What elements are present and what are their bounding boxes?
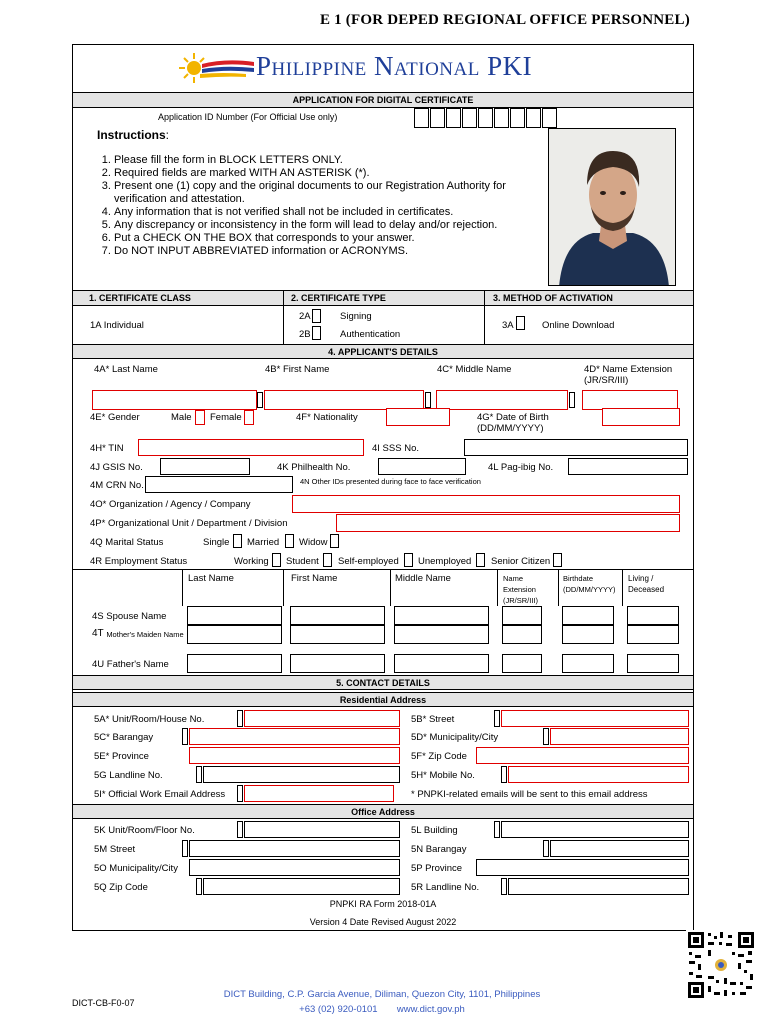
father-ext[interactable]	[502, 654, 542, 673]
form-title: E 1 (FOR DEPED REGIONAL OFFICE PERSONNEL)	[320, 12, 690, 28]
option-1a: 1A Individual	[90, 320, 144, 331]
employment-unemployed-checkbox[interactable]	[476, 553, 485, 567]
res-province-label: 5E* Province	[94, 751, 149, 762]
divider	[484, 290, 485, 344]
spouse-ext[interactable]	[502, 606, 542, 625]
employment-senior-checkbox[interactable]	[553, 553, 562, 567]
logo-text: Philippine National PKI	[256, 51, 533, 81]
spouse-first-name[interactable]	[290, 606, 385, 625]
office-barangay-input[interactable]	[550, 840, 689, 857]
family-middle-name-header: Middle Name	[395, 573, 451, 584]
employment-working: Working	[234, 556, 269, 567]
office-unit-sep	[237, 821, 243, 838]
app-id-cell[interactable]	[542, 108, 557, 128]
app-id-cell[interactable]	[414, 108, 429, 128]
spouse-last-name[interactable]	[187, 606, 282, 625]
res-barangay-label: 5C* Barangay	[94, 732, 154, 743]
other-ids-label: 4N Other IDs presented during face to face verification	[300, 477, 481, 486]
instruction-item: 2. Required fields are marked WITH AN ASTERISK (*).	[114, 167, 518, 180]
app-id-cell[interactable]	[446, 108, 461, 128]
employment-self: Self-employed	[338, 556, 399, 567]
last-name-input[interactable]	[92, 390, 257, 410]
option-2b-label: Authentication	[340, 329, 401, 340]
office-street-sep	[182, 840, 188, 857]
family-ext-header	[503, 573, 555, 606]
crn-label: 4M CRN No.	[90, 480, 144, 491]
office-unit-input[interactable]	[244, 821, 400, 838]
res-street-label: 5B* Street	[411, 714, 455, 725]
instruction-item: 3. Present one (1) copy and the original documents to our Registration Authority for verification and attestation.	[114, 180, 518, 206]
office-street-input[interactable]	[189, 840, 400, 857]
nationality-input[interactable]	[386, 408, 450, 426]
res-street-input[interactable]	[501, 710, 689, 727]
app-id-label: Application ID Number (For Official Use only)	[158, 112, 338, 122]
office-street-label: 5M Street	[94, 844, 136, 855]
divider	[283, 569, 284, 606]
office-barangay-label: 5N Barangay	[411, 844, 467, 855]
footer-contact	[72, 1004, 692, 1015]
office-building-sep	[494, 821, 500, 838]
app-id-cell[interactable]	[430, 108, 445, 128]
family-first-name-header: First Name	[291, 573, 338, 584]
option-3a-code: 3A	[502, 320, 514, 331]
office-landline-sep	[501, 878, 507, 895]
instruction-item: 6. Put a CHECK ON THE BOX that corresponds to your answer.	[114, 232, 518, 245]
mother-first-name[interactable]	[290, 625, 385, 644]
section-1-3-header	[73, 290, 693, 306]
office-province-input[interactable]	[476, 859, 689, 876]
first-name-sep	[425, 392, 431, 408]
father-birthdate[interactable]	[562, 654, 614, 673]
employment-unemployed: Unemployed	[418, 556, 472, 567]
marital-married-checkbox[interactable]	[285, 534, 294, 548]
pagibig-input[interactable]	[568, 458, 688, 475]
middle-name-label: 4C* Middle Name	[437, 364, 512, 375]
email-note: * PNPKI-related emails will be sent to this email address	[411, 789, 648, 800]
mother-last-name[interactable]	[187, 625, 282, 644]
instruction-item: 5. Any discrepancy or inconsistency in the form will lead to delay and/or rejection.	[114, 219, 518, 232]
name-ext-label	[584, 364, 684, 386]
crn-input[interactable]	[145, 476, 293, 493]
footer-website[interactable]: www.dict.gov.ph	[396, 1004, 465, 1015]
app-id-cell[interactable]	[478, 108, 493, 128]
family-living-text: Living / Deceased	[628, 574, 665, 594]
dob-text: 4G* Date of Birth (DD/MM/YYYY)	[477, 412, 549, 434]
employment-working-checkbox[interactable]	[272, 553, 281, 567]
office-barangay-sep	[543, 840, 549, 857]
section4-header: 4. APPLICANT'S DETAILS	[73, 344, 693, 359]
spouse-living[interactable]	[627, 606, 679, 625]
section3-title: 3. METHOD OF ACTIVATION	[493, 293, 613, 303]
qr-code	[686, 930, 756, 1000]
office-zip-label: 5Q Zip Code	[94, 882, 148, 893]
office-landline-label: 5R Landline No.	[411, 882, 480, 893]
app-id-cell[interactable]	[462, 108, 477, 128]
father-living[interactable]	[627, 654, 679, 673]
gender-male-checkbox[interactable]	[195, 410, 205, 425]
instructions-heading: Instructions	[97, 128, 166, 142]
philhealth-label: 4K Philhealth No.	[277, 462, 351, 473]
father-middle-name[interactable]	[394, 654, 489, 673]
section2-title: 2. CERTIFICATE TYPE	[291, 293, 386, 303]
divider	[497, 569, 498, 606]
last-name-label: 4A* Last Name	[94, 364, 158, 375]
office-province-label: 5P Province	[411, 863, 463, 874]
email-sep	[237, 785, 243, 802]
divider	[182, 569, 183, 606]
mother-living[interactable]	[627, 625, 679, 644]
res-zip-label: 5F* Zip Code	[411, 751, 467, 762]
office-building-label: 5L Building	[411, 825, 458, 836]
res-unit-sep	[237, 710, 243, 727]
res-unit-input[interactable]	[244, 710, 400, 727]
res-city-sep	[543, 728, 549, 745]
option-2a-code: 2A	[299, 311, 311, 322]
marital-single: Single	[203, 537, 230, 548]
office-zip-input[interactable]	[203, 878, 400, 895]
org-input[interactable]	[292, 495, 680, 513]
dob-label	[477, 412, 589, 434]
form-number: PNPKI RA Form 2018-01A	[329, 899, 437, 909]
sss-input[interactable]	[464, 439, 688, 456]
res-province-input[interactable]	[189, 747, 400, 764]
gender-male-label: Male	[171, 412, 192, 423]
middle-name-input[interactable]	[436, 390, 568, 410]
res-city-label: 5D* Municipality/City	[411, 732, 499, 743]
first-name-input[interactable]	[264, 390, 424, 410]
instructions-title: Instructions:	[97, 128, 170, 142]
email-input[interactable]	[244, 785, 394, 802]
res-landline-input[interactable]	[203, 766, 400, 783]
dob-input[interactable]	[602, 408, 680, 426]
middle-name-sep	[569, 392, 575, 408]
res-barangay-input[interactable]	[189, 728, 400, 745]
office-unit-label: 5K Unit/Room/Floor No.	[94, 825, 195, 836]
unit-label: 4P* Organizational Unit / Department / Division	[90, 518, 288, 529]
checkbox-2a[interactable]	[312, 309, 321, 323]
philhealth-input[interactable]	[378, 458, 466, 475]
mother-middle-name[interactable]	[394, 625, 489, 644]
first-name-label: 4B* First Name	[265, 364, 330, 375]
app-id-cell[interactable]	[494, 108, 509, 128]
org-label: 4O* Organization / Agency / Company	[90, 499, 251, 510]
office-address-header: Office Address	[73, 804, 693, 819]
family-birthdate-header	[563, 573, 621, 595]
res-mobile-sep	[501, 766, 507, 783]
employment-student: Student	[286, 556, 319, 567]
tin-input[interactable]	[138, 439, 364, 456]
divider	[622, 569, 623, 606]
tin-label: 4H* TIN	[90, 443, 124, 454]
mother-ext[interactable]	[502, 625, 542, 644]
checkbox-3a[interactable]	[516, 316, 525, 330]
residential-address-header: Residential Address	[73, 692, 693, 707]
section1-title: 1. CERTIFICATE CLASS	[89, 293, 191, 303]
checkbox-2b[interactable]	[312, 326, 321, 340]
instruction-item: 4. Any information that is not verified shall not be included in certificates.	[114, 206, 518, 219]
family-living-header	[628, 573, 686, 595]
instructions-list	[78, 154, 518, 258]
employment-label: 4R Employment Status	[90, 556, 188, 567]
gender-female-checkbox[interactable]	[244, 410, 254, 425]
family-last-name-header: Last Name	[188, 573, 234, 584]
spouse-label: 4S Spouse Name	[92, 611, 167, 622]
mother-label	[92, 629, 198, 640]
pagibig-label: 4L Pag-ibig No.	[488, 462, 554, 473]
divider	[283, 290, 284, 344]
form-code: DICT-CB-F0-07	[72, 998, 135, 1008]
footer-address: DICT Building, C.P. Garcia Avenue, Diliman, Quezon City, 1101, Philippines	[223, 989, 541, 1000]
res-mobile-label: 5H* Mobile No.	[411, 770, 475, 781]
divider	[73, 569, 693, 570]
spouse-birthdate[interactable]	[562, 606, 614, 625]
family-birthdate-text: Birthdate (DD/MM/YYYY)	[563, 574, 616, 594]
office-building-input[interactable]	[501, 821, 689, 838]
divider	[558, 569, 559, 606]
employment-self-checkbox[interactable]	[404, 553, 413, 567]
gender-female-label: Female	[210, 412, 242, 423]
name-ext-text: 4D* Name Extension (JR/SR/III)	[584, 364, 673, 386]
father-last-name[interactable]	[187, 654, 282, 673]
res-zip-input[interactable]	[476, 747, 689, 764]
family-ext-text: Name Extension (JR/SR/III)	[503, 574, 538, 605]
res-landline-label: 5G Landline No.	[94, 770, 163, 781]
res-mobile-input[interactable]	[508, 766, 689, 783]
instruction-item: 7. Do NOT INPUT ABBREVIATED information or ACRONYMS.	[114, 245, 518, 258]
office-city-label: 5O Municipality/City	[94, 863, 178, 874]
last-name-sep	[257, 392, 263, 408]
pnpki-logo	[176, 50, 596, 86]
unit-input[interactable]	[336, 514, 680, 532]
sss-label: 4I SSS No.	[372, 443, 419, 454]
mother-text: Mother's Maiden Name	[106, 630, 184, 639]
marital-widow: Widow	[299, 537, 328, 548]
marital-widow-checkbox[interactable]	[330, 534, 339, 548]
res-landline-sep	[196, 766, 202, 783]
divider	[390, 569, 391, 606]
marital-label: 4Q Marital Status	[90, 537, 164, 548]
father-label: 4U Father's Name	[92, 659, 169, 670]
form-version: Version 4 Date Revised August 2022	[309, 917, 457, 927]
option-2b-code: 2B	[299, 329, 311, 340]
spouse-middle-name[interactable]	[394, 606, 489, 625]
marital-single-checkbox[interactable]	[233, 534, 242, 548]
res-barangay-sep	[182, 728, 188, 745]
sun-star-icon	[176, 50, 256, 86]
app-id-cell[interactable]	[526, 108, 541, 128]
section5-header: 5. CONTACT DETAILS	[73, 675, 693, 690]
gender-label: 4E* Gender	[90, 412, 140, 423]
employment-student-checkbox[interactable]	[323, 553, 332, 567]
mother-birthdate[interactable]	[562, 625, 614, 644]
gsis-input[interactable]	[160, 458, 250, 475]
office-city-input[interactable]	[189, 859, 400, 876]
marital-married: Married	[247, 537, 280, 548]
applicant-photo	[548, 128, 676, 286]
footer-phone: +63 (02) 920-0101	[299, 1004, 378, 1015]
father-first-name[interactable]	[290, 654, 385, 673]
mother-code: 4T	[92, 628, 104, 639]
employment-senior: Senior Citizen	[491, 556, 551, 567]
res-unit-label: 5A* Unit/Room/House No.	[94, 714, 205, 725]
res-street-sep	[494, 710, 500, 727]
name-ext-input[interactable]	[582, 390, 678, 410]
app-id-cell[interactable]	[510, 108, 525, 128]
qr-code-icon	[686, 930, 756, 1000]
office-zip-sep	[196, 878, 202, 895]
person-photo-icon	[549, 129, 676, 286]
nationality-label: 4F* Nationality	[296, 412, 358, 423]
email-label: 5I* Official Work Email Address	[94, 789, 226, 800]
instruction-item: 1. Please fill the form in BLOCK LETTERS ONLY.	[114, 154, 518, 167]
office-landline-input[interactable]	[508, 878, 689, 895]
option-2a-label: Signing	[340, 311, 372, 322]
res-city-input[interactable]	[550, 728, 689, 745]
option-3a-label: Online Download	[542, 320, 615, 331]
gsis-label: 4J GSIS No.	[90, 462, 143, 473]
application-title: APPLICATION FOR DIGITAL CERTIFICATE	[73, 92, 693, 108]
